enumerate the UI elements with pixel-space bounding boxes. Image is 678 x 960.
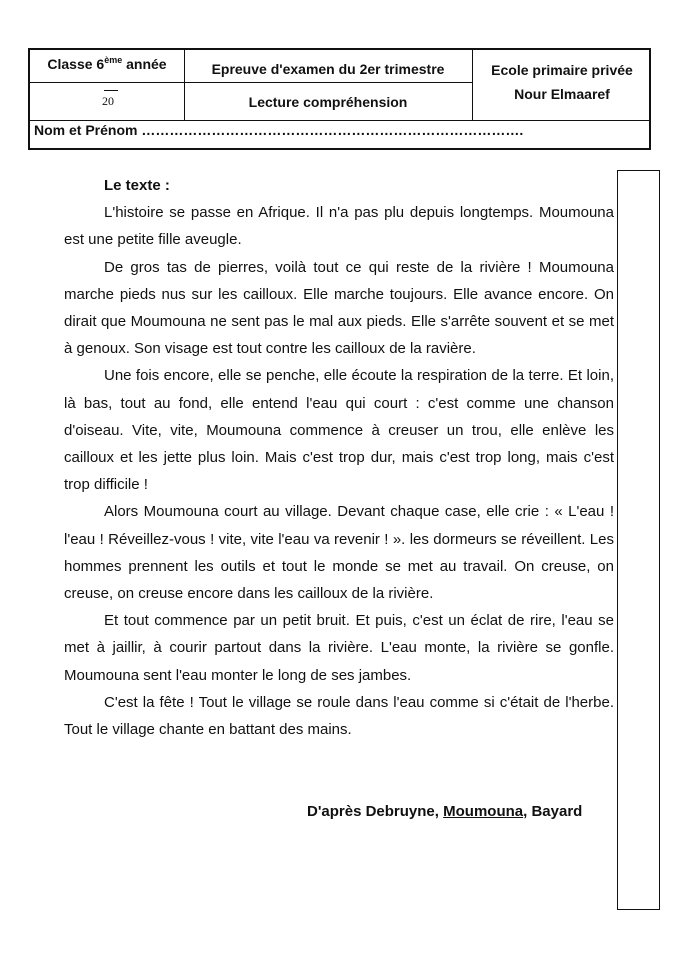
reading-text xyxy=(64,172,614,743)
header-divider xyxy=(184,50,185,120)
source-citation xyxy=(307,803,582,820)
name-field[interactable]: Nom et Prénom ………………………………………………………………………. xyxy=(34,122,524,138)
subject-title: Lecture compréhension xyxy=(248,94,408,110)
answer-margin-box xyxy=(617,170,660,910)
exam-title: Epreuve d'examen du 2er trimestre xyxy=(211,61,445,77)
source-author: D'après Debruyne, xyxy=(307,803,444,820)
class-label: Classe 6ème année xyxy=(47,55,167,72)
text-heading: Le texte : xyxy=(104,177,170,194)
school-line-2: Nour Elmaaref xyxy=(514,86,610,102)
header-divider xyxy=(472,50,473,120)
paragraph: Alors Moumouna court au village. Devant chaque case, elle crie : « L'eau ! l'eau ! Réveillez-vous ! vite, vite l'eau va revenir ! ». les dormeurs se réveillent. Les hommes prennent les outils et tout le monde se met au travail. On creuse, on creuse, on creuse encore dans les cailloux de la rivière. xyxy=(64,503,614,603)
header-divider xyxy=(30,82,472,83)
school-line-1: Ecole primaire privée xyxy=(491,62,633,78)
paragraph: De gros tas de pierres, voilà tout ce qui reste de la rivière ! Moumouna marche pieds nus sur les cailloux. Elle marche toujours. Elle avance encore. On dirait que Moumouna ne sent pas le mal aux pieds. Elle s'arrête souvent et se met à genoux. Son visage est tout contre les cailloux de la ravière. xyxy=(64,258,614,358)
score-fraction-bar xyxy=(104,90,118,91)
exam-header xyxy=(28,48,651,150)
score-total: 20 xyxy=(102,94,114,108)
source-book-title: Moumouna xyxy=(443,803,524,820)
header-divider xyxy=(30,120,649,121)
paragraph: C'est la fête ! Tout le village se roule dans l'eau comme si c'était de l'herbe. Tout le village chante en battant des mains. xyxy=(64,693,614,739)
paragraph: L'histoire se passe en Afrique. Il n'a pas plu depuis longtemps. Moumouna est une petite fille aveugle. xyxy=(64,204,614,249)
paragraph: Une fois encore, elle se penche, elle écoute la respiration de la terre. Et loin, là bas, tout au fond, elle entend l'eau qui court : c'est comme une chanson d'oiseau. Vite, vite, Moumouna commence à creuser un trou, elle enlève les cailloux et les jette plus loin. Mais c'est trop dur, mais c'est trop long, mais c'est trop difficile ! xyxy=(64,367,614,494)
paragraph: Et tout commence par un petit bruit. Et puis, c'est un éclat de rire, l'eau se met à jaillir, à courir partout dans la rivière. L'eau monte, la rivière se gonfle. Moumouna sent l'eau monter le long de ses jambes. xyxy=(64,612,614,684)
school-name xyxy=(476,61,648,103)
source-publisher: , Bayard xyxy=(523,803,583,820)
